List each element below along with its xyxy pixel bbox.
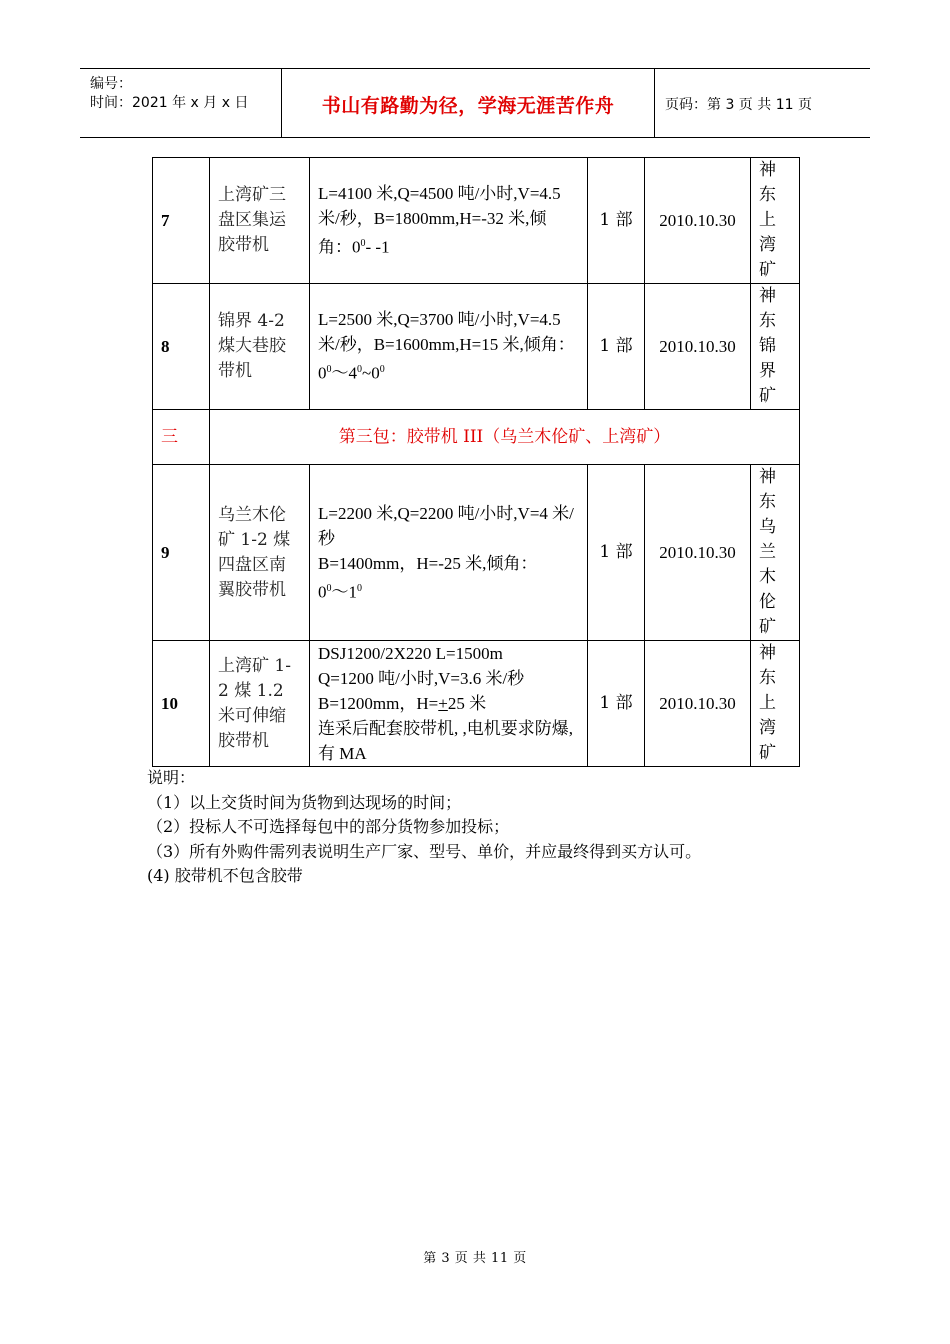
equipment-spec: L=2500 米,Q=3700 吨/小时,V=4.5 米/秒，B=1600mm,H=15 米,倾角：$0^0\sim 4^0\sim 0^0$ [310,284,588,410]
package-row [153,410,800,465]
quantity: 1 部 [588,158,645,284]
package-number: 三 [153,410,210,465]
delivery-date: 2010.10.30 [645,284,751,410]
delivery-date: 2010.10.30 [645,465,751,641]
table-row [153,284,800,410]
delivery-site: 神东锦界矿 [751,284,800,410]
time-label: 时间：2021 年 x 月 x 日 [90,95,249,111]
page-footer: 第 3 页 共 11 页 [423,1251,527,1266]
delivery-site: 神东乌兰木伦矿 [751,465,800,641]
equipment-spec: L=2200 米,Q=2200 吨/小时,V=4 米/秒 B=1400mm，H=-25 米,倾角： $0^0\sim 1^0$ [310,465,588,641]
table-row [153,641,800,767]
row-number: 10 [153,641,210,767]
equipment-name: 上湾矿三盘区集运胶带机 [210,158,310,284]
motto: 书山有路勤为径，学海无涯苦作舟 [321,95,615,117]
row-number: 9 [153,465,210,641]
header-meta-cell [80,69,282,137]
quantity: 1 部 [588,284,645,410]
page-info: 页码：第 3 页 共 11 页 [665,97,812,113]
quantity: 1 部 [588,465,645,641]
header-page-cell [655,69,870,137]
note-item: （1）以上交货时间为货物到达现场的时间； [147,792,462,812]
table-row [153,465,800,641]
header-motto-cell [282,69,655,137]
note-item: （3）所有外购件需列表说明生产厂家、型号、单价，并应最终得到买方认可。 [147,841,702,861]
serial-label: 编号： [90,76,132,92]
notes-section [147,766,701,889]
equipment-spec: DSJ1200/2X220 L=1500m Q=1200 吨/小时,V=3.6 米/秒 B=1200mm，H=+25 米 连采后配套胶带机, ,电机要求防爆,有 MA [310,641,588,767]
equipment-table [152,157,800,767]
delivery-site: 神东上湾矿 [751,641,800,767]
delivery-date: 2010.10.30 [645,158,751,284]
notes-title: 说明： [147,768,196,787]
equipment-spec: L=4100 米,Q=4500 吨/小时,V=4.5 米/秒，B=1800mm,H=-32 米,倾角：$0^0-$ -1 [310,158,588,284]
note-item: （2）投标人不可选择每包中的部分货物参加投标； [147,817,510,836]
delivery-date: 2010.10.30 [645,641,751,767]
row-number: 7 [153,158,210,284]
quantity: 1 部 [588,641,645,767]
note-item: (4) 胶带机不包含胶带 [147,866,303,885]
page-header [80,68,870,138]
equipment-name: 锦界 4-2 煤大巷胶带机 [210,284,310,410]
delivery-site: 神东上湾矿 [751,158,800,284]
row-number: 8 [153,284,210,410]
package-name: 第三包：胶带机 III（乌兰木伦矿、上湾矿） [210,410,800,465]
equipment-name: 上湾矿 1-2 煤 1.2 米可伸缩胶带机 [210,641,310,767]
table-row [153,158,800,284]
equipment-name: 乌兰木伦矿 1-2 煤四盘区南翼胶带机 [210,465,310,641]
